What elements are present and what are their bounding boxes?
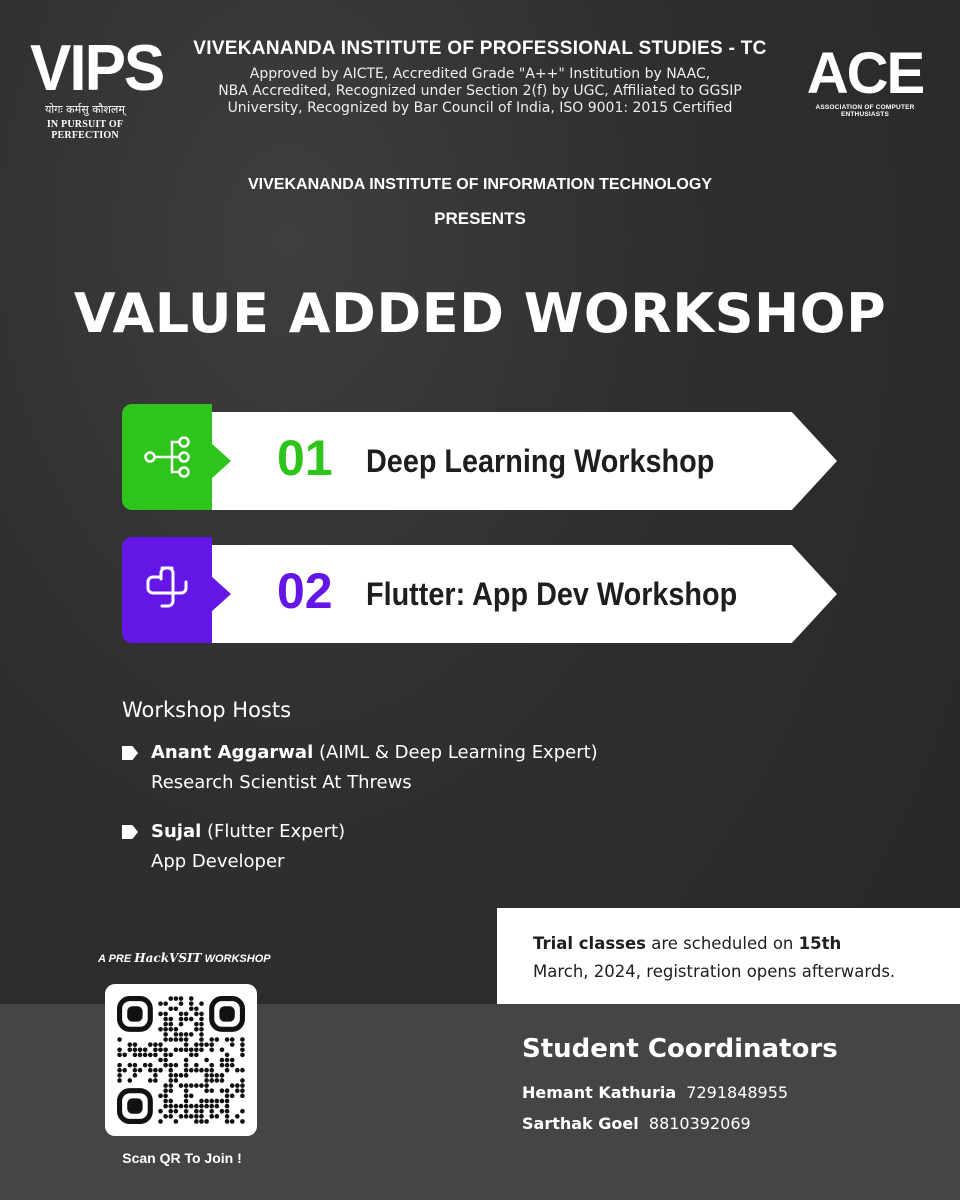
- trial-date: 15th: [798, 934, 842, 953]
- coordinator-name: Sarthak Goel: [522, 1114, 639, 1133]
- vips-logo: [30, 32, 164, 141]
- vips-tagline: IN PURSUIT OF PERFECTION: [46, 119, 124, 141]
- host-name-line: [122, 738, 682, 768]
- coordinator-item: [522, 1083, 788, 1102]
- presenter-name: VIVEKANANDA INSTITUTE OF INFORMATION TECHNOLOGY: [248, 176, 712, 193]
- accreditation-line: University, Recognized by Bar Council of India, ISO 9001: 2015 Certified: [227, 100, 733, 116]
- workshop-banner-1: [122, 408, 837, 506]
- hackvsit-logo: HackVSIT: [134, 951, 202, 965]
- coordinator-item: [522, 1114, 751, 1133]
- banner-pointer: [211, 443, 231, 479]
- host-role: (AIML & Deep Learning Expert): [318, 742, 598, 763]
- trial-info-text: [533, 930, 943, 986]
- app-link-icon: [142, 562, 192, 612]
- ace-logo-text: ACE: [806, 41, 924, 106]
- coordinator-phone[interactable]: 7291848955: [686, 1083, 789, 1102]
- vips-motto: योगः कर्मसु कौशलम्: [45, 103, 125, 116]
- trial-text: are scheduled on: [646, 934, 799, 953]
- hack-suffix: WORKSHOP: [204, 953, 271, 965]
- host-name: Sujal: [151, 821, 202, 842]
- institute-accreditation: [160, 66, 800, 117]
- qr-code[interactable]: [105, 984, 257, 1136]
- coordinator-name: Hemant Kathuria: [522, 1083, 677, 1102]
- host-name-line: [122, 817, 682, 847]
- hackvsit-tag: [98, 951, 271, 965]
- trial-bold: Trial classes: [533, 934, 646, 953]
- network-tree-icon: [142, 429, 192, 479]
- hack-prefix: A PRE: [98, 953, 132, 965]
- host-item: [122, 817, 682, 877]
- host-name: Anant Aggarwal: [151, 742, 314, 763]
- banner-icon-box: [122, 537, 212, 643]
- trial-text-2: March, 2024, registration opens afterwards.: [533, 962, 896, 981]
- coordinator-phone[interactable]: 8810392069: [648, 1114, 751, 1133]
- workshop-number: 01: [277, 430, 333, 486]
- workshop-name: Deep Learning Workshop: [366, 443, 715, 479]
- ace-logo: [795, 41, 935, 118]
- host-position: Research Scientist At Threws: [151, 772, 412, 793]
- host-item: [122, 738, 682, 798]
- banner-pointer: [211, 576, 231, 612]
- qr-code-pattern[interactable]: [117, 996, 245, 1124]
- vips-logo-text: VIPS: [30, 32, 164, 105]
- trial-info-box: [497, 908, 960, 1004]
- page-title: VALUE ADDED WORKSHOP: [73, 282, 887, 345]
- host-position: App Developer: [151, 851, 285, 872]
- accreditation-line: NBA Accredited, Recognized under Section 2(f) by UGC, Affiliated to GGSIP: [218, 83, 742, 99]
- workshop-name: Flutter: App Dev Workshop: [366, 576, 738, 612]
- workshop-banner-2: [122, 541, 837, 639]
- coordinators-title: Student Coordinators: [522, 1034, 838, 1064]
- banner-icon-box: [122, 404, 212, 510]
- qr-caption: Scan QR To Join !: [122, 1150, 242, 1166]
- workshop-number: 02: [277, 563, 333, 619]
- institute-name: VIVEKANANDA INSTITUTE OF PROFESSIONAL STUDIES - TC: [193, 38, 767, 59]
- host-role: (Flutter Expert): [207, 821, 346, 842]
- presents-text: PRESENTS: [434, 209, 526, 228]
- hosts-title: Workshop Hosts: [122, 698, 292, 722]
- accreditation-line: Approved by AICTE, Accredited Grade "A++" Institution by NAAC,: [249, 66, 711, 82]
- ace-tagline: ASSOCIATION OF COMPUTER ENTHUSIASTS: [815, 104, 915, 118]
